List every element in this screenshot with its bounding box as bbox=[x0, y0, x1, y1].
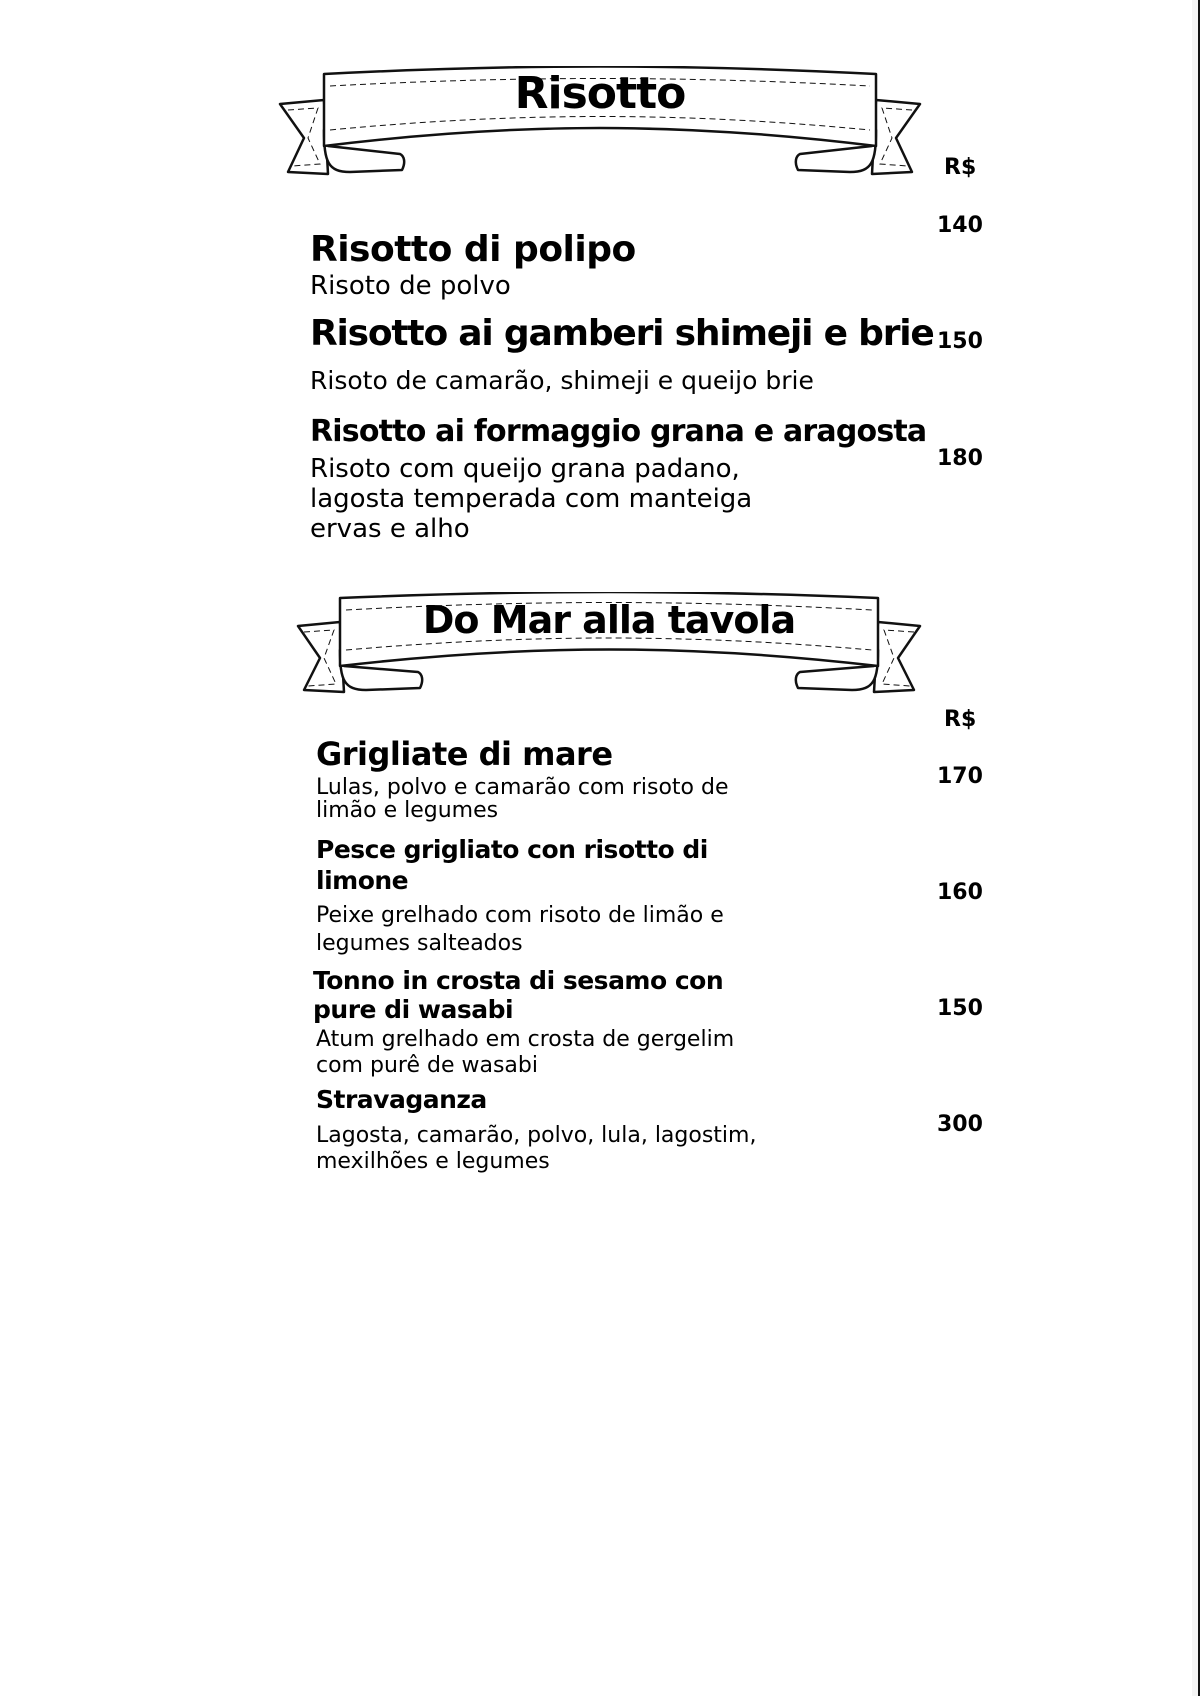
name-line: pure di wasabi bbox=[313, 994, 514, 1024]
currency-label: R$ bbox=[944, 155, 977, 180]
description-line: Lulas, polvo e camarão com risoto de bbox=[316, 775, 729, 800]
item-price: 140 bbox=[937, 213, 983, 238]
description-line: Lagosta, camarão, polvo, lula, lagostim, bbox=[316, 1123, 757, 1148]
section-banner-do-mar bbox=[296, 592, 922, 696]
name-line: Pesce grigliato con risotto di bbox=[316, 835, 708, 864]
section-banner-risotto bbox=[278, 66, 922, 178]
item-description bbox=[316, 776, 729, 822]
item-description: Risoto de polvo bbox=[310, 271, 511, 301]
item-name: Stravaganza bbox=[316, 1085, 487, 1114]
item-price: 300 bbox=[937, 1112, 983, 1137]
item-name: Grigliate di mare bbox=[316, 735, 613, 773]
item-price: 160 bbox=[937, 880, 983, 905]
name-line: Tonno in crosta di sesamo con bbox=[313, 966, 724, 995]
description-line: lagosta temperada com manteiga bbox=[310, 483, 753, 514]
description-line: Risoto com queijo grana padano, bbox=[310, 454, 740, 484]
description-line: Atum grelhado em crosta de gergelim bbox=[316, 1027, 735, 1052]
item-description bbox=[316, 902, 724, 957]
page-right-border bbox=[1192, 0, 1200, 1696]
item-name: Risotto di polipo bbox=[310, 229, 636, 270]
description-line: com purê de wasabi bbox=[316, 1053, 538, 1079]
item-description bbox=[316, 1123, 756, 1176]
item-description bbox=[316, 1027, 734, 1080]
description-line: ervas e alho bbox=[310, 513, 470, 544]
item-name bbox=[316, 834, 708, 897]
item-name: Risotto ai formaggio grana e aragosta bbox=[310, 414, 927, 449]
item-description bbox=[310, 455, 752, 545]
item-price: 170 bbox=[937, 764, 983, 789]
name-line: limone bbox=[316, 866, 409, 896]
item-price: 180 bbox=[937, 446, 983, 471]
item-description: Risoto de camarão, shimeji e queijo brie bbox=[310, 366, 814, 395]
item-price: 150 bbox=[937, 329, 983, 354]
description-line: legumes salteados bbox=[316, 930, 523, 956]
description-line: mexilhões e legumes bbox=[316, 1149, 550, 1175]
description-line: Peixe grelhado com risoto de limão e bbox=[316, 903, 724, 928]
item-name bbox=[313, 967, 723, 1025]
currency-label: R$ bbox=[944, 707, 977, 732]
section-title: Risotto bbox=[514, 68, 686, 119]
item-name: Risotto ai gamberi shimeji e brie bbox=[310, 313, 934, 354]
description-line: limão e legumes bbox=[316, 798, 499, 824]
item-price: 150 bbox=[937, 996, 983, 1021]
section-title: Do Mar alla tavola bbox=[422, 598, 796, 642]
